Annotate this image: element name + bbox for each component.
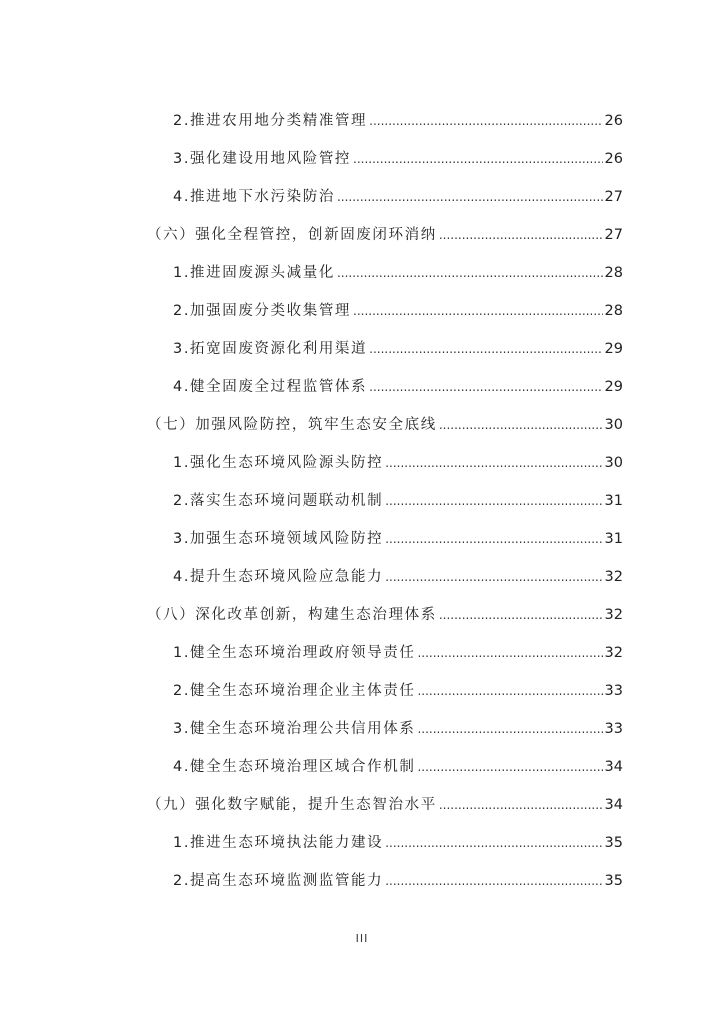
toc-entry-page: 29: [604, 341, 623, 357]
toc-entry-page: 30: [604, 455, 623, 471]
toc-leader-dots: [369, 341, 602, 357]
toc-entry-page: 32: [604, 569, 623, 585]
toc-entry-title: 3.健全生态环境治理公共信用体系: [173, 721, 416, 737]
toc-entry-page: 32: [604, 645, 623, 661]
toc-entry-title: 3.拓宽固废资源化利用渠道: [173, 341, 368, 357]
toc-entry-page: 27: [604, 189, 623, 205]
toc-entry-title: 2.健全生态环境治理企业主体责任: [173, 683, 416, 699]
toc-entry-title: （九）强化数字赋能，提升生态智治水平: [147, 797, 437, 813]
toc-entry-title: 2.落实生态环境问题联动机制: [173, 493, 384, 509]
toc-leader-dots: [353, 303, 603, 319]
toc-leader-dots: [385, 569, 602, 585]
toc-entry[interactable]: [173, 559, 623, 587]
toc-entry-title: 3.强化建设用地风险管控: [173, 151, 352, 167]
toc-leader-dots: [385, 873, 602, 889]
toc-section-entry[interactable]: [147, 217, 623, 245]
toc-entry-page: 34: [604, 797, 623, 813]
page-number: III: [355, 932, 369, 945]
toc-leader-dots: [385, 531, 602, 547]
toc-leader-dots: [369, 379, 602, 395]
toc-leader-dots: [417, 645, 602, 661]
toc-entry-page: 35: [604, 873, 623, 889]
toc-entry-page: 34: [604, 759, 623, 775]
toc-entry-page: 26: [604, 113, 623, 129]
toc-entry[interactable]: [173, 179, 623, 207]
toc-entry[interactable]: [173, 825, 623, 853]
toc-entry-page: 27: [604, 227, 623, 243]
toc-leader-dots: [417, 683, 602, 699]
toc-entry-title: 2.加强固废分类收集管理: [173, 303, 352, 319]
toc-section-entry[interactable]: [147, 407, 623, 435]
toc-entry-title: 4.推进地下水污染防治: [173, 189, 335, 205]
toc-entry-title: 3.加强生态环境领域风险防控: [173, 531, 384, 547]
toc-entry[interactable]: [173, 141, 623, 169]
toc-leader-dots: [337, 265, 603, 281]
toc-leader-dots: [353, 151, 603, 167]
toc-entry[interactable]: [173, 749, 623, 777]
toc-entry[interactable]: [173, 863, 623, 891]
toc-entry-title: 1.强化生态环境风险源头防控: [173, 455, 384, 471]
toc-entry[interactable]: [173, 711, 623, 739]
toc-entry[interactable]: [173, 293, 623, 321]
toc-leader-dots: [385, 835, 602, 851]
toc-leader-dots: [385, 493, 602, 509]
toc-entry-title: （七）加强风险防控，筑牢生态安全底线: [147, 417, 437, 433]
toc-entry-page: 26: [604, 151, 623, 167]
toc-entry[interactable]: [173, 673, 623, 701]
toc-entry[interactable]: [173, 103, 623, 131]
toc-leader-dots: [439, 417, 603, 433]
toc-leader-dots: [417, 759, 602, 775]
toc-entry-page: 28: [604, 265, 623, 281]
toc-entry-title: 4.提升生态环境风险应急能力: [173, 569, 384, 585]
toc-entry-page: 28: [604, 303, 623, 319]
toc-entry-title: 2.提高生态环境监测监管能力: [173, 873, 384, 889]
toc-entry[interactable]: [173, 445, 623, 473]
toc-entry-page: 30: [604, 417, 623, 433]
toc-entry-title: 1.健全生态环境治理政府领导责任: [173, 645, 416, 661]
toc-entry[interactable]: [173, 635, 623, 663]
toc-leader-dots: [417, 721, 602, 737]
toc-leader-dots: [439, 797, 603, 813]
toc-leader-dots: [337, 189, 603, 205]
toc-entry-title: 2.推进农用地分类精准管理: [173, 113, 368, 129]
toc-entry-page: 31: [604, 531, 623, 547]
toc-entry[interactable]: [173, 369, 623, 397]
toc-entry-title: 1.推进固废源头减量化: [173, 265, 335, 281]
toc-leader-dots: [439, 227, 603, 243]
toc-entry-title: （八）深化改革创新，构建生态治理体系: [147, 607, 437, 623]
toc-entry-page: 33: [604, 683, 623, 699]
toc-leader-dots: [439, 607, 603, 623]
toc-entry[interactable]: [173, 255, 623, 283]
toc-entry-page: 35: [604, 835, 623, 851]
toc-entry-page: 32: [604, 607, 623, 623]
toc-entry-page: 29: [604, 379, 623, 395]
toc-entry[interactable]: [173, 521, 623, 549]
toc-section-entry[interactable]: [147, 597, 623, 625]
toc-entry-page: 31: [604, 493, 623, 509]
toc-entry-title: 4.健全固废全过程监管体系: [173, 379, 368, 395]
toc-entry[interactable]: [173, 483, 623, 511]
toc-entry-title: （六）强化全程管控，创新固废闭环消纳: [147, 227, 437, 243]
toc-leader-dots: [369, 113, 602, 129]
toc-entry-title: 4.健全生态环境治理区域合作机制: [173, 759, 416, 775]
toc-section-entry[interactable]: [147, 787, 623, 815]
toc-leader-dots: [385, 455, 602, 471]
toc-entry-page: 33: [604, 721, 623, 737]
toc-entry-title: 1.推进生态环境执法能力建设: [173, 835, 384, 851]
toc-entry[interactable]: [173, 331, 623, 359]
